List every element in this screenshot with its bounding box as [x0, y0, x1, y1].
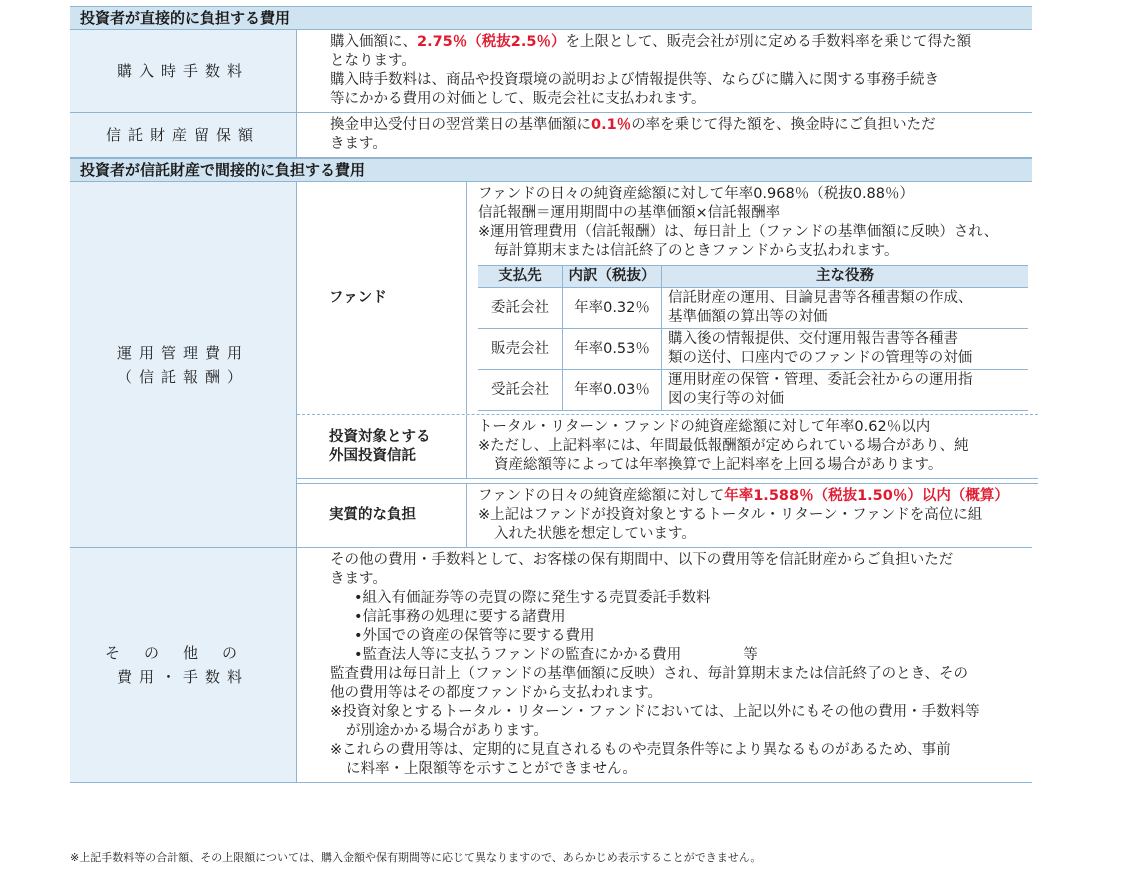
- effective-line-2: ※上記はファンドが投資対象とするトータル・リターン・ファンドを高位に組: [478, 507, 983, 523]
- payee-cell: 販売会社: [478, 329, 563, 370]
- effective-burden-subrow: [297, 484, 1038, 547]
- fund-subrow: [297, 182, 1038, 415]
- purchase-fee-line-3: 購入時手数料は、商品や投資環境の説明および情報提供等、ならびに購入に関する事務手続き: [330, 72, 939, 88]
- role-line: 基準価額の算出等の対価: [668, 309, 828, 325]
- retention-line-2: きます。: [330, 136, 387, 152]
- bullet-item: •信託事務の処理に要する諸費用: [354, 609, 566, 625]
- fee-breakdown-table: [478, 265, 1028, 411]
- other-line-6: が別途かかる場合があります。: [346, 723, 548, 739]
- foreign-line-1: トータル・リターン・ファンドの純資産総額に対して年率0.62％以内: [478, 419, 931, 435]
- section-title-indirect: 投資者が信託財産で間接的に負担する費用: [70, 158, 1032, 182]
- table-row: [478, 329, 1028, 370]
- section-title-direct: 投資者が直接的に負担する費用: [70, 6, 1032, 30]
- text: の率を乗じて得た額を、換金時にご負担いただ: [631, 117, 936, 133]
- table-row: [478, 370, 1028, 411]
- other-fees-label-line-1: その他の: [104, 644, 261, 662]
- effective-burden-content: [467, 484, 1038, 547]
- rate-cell: 年率0.03％: [563, 370, 662, 411]
- foreign-trust-label: [297, 415, 467, 478]
- fund-line-1: ファンドの日々の純資産総額に対して年率0.968％（税抜0.88％）: [478, 186, 915, 202]
- other-line-1: その他の費用・手数料として、お客様の保有期間中、以下の費用等を信託財産からご負担いただ: [330, 552, 954, 568]
- fund-line-3: ※運用管理費用（信託報酬）は、毎日計上（ファンドの基準価額に反映）され、: [478, 224, 999, 240]
- purchase-fee-line-1: [330, 33, 1022, 52]
- other-fees-label: [70, 548, 297, 782]
- other-line-2: きます。: [330, 571, 387, 587]
- purchase-fee-label: 購入時手数料: [70, 30, 297, 112]
- foreign-line-3: 資産総額等によっては年率換算で上記料率を上回る場合があります。: [494, 457, 943, 473]
- purchase-fee-line-4: 等にかかる費用の対価として、販売会社に支払われます。: [330, 91, 706, 107]
- bullet-item: [330, 646, 1022, 665]
- role-cell: [662, 329, 1029, 370]
- effective-burden-label: 実質的な負担: [297, 484, 467, 547]
- table-row: [478, 288, 1028, 329]
- purchase-fee-rate: 2.75％（税抜2.5％）: [417, 34, 566, 50]
- fund-line-4: 毎計算期末または信託終了のときファンドから支払われます。: [494, 243, 899, 259]
- bullet-item: •外国での資産の保管等に要する費用: [354, 628, 595, 644]
- other-line-4: 他の費用等はその都度ファンドから支払われます。: [330, 685, 663, 701]
- retention-line-1: [330, 116, 1022, 135]
- other-line-8: に料率・上限額等を示すことができません。: [346, 761, 637, 777]
- etc-text: 等: [743, 647, 758, 663]
- fund-content: [467, 182, 1038, 414]
- text: 購入価額に、: [330, 34, 417, 50]
- other-line-7: ※これらの費用等は、定期的に見直されるものや売買条件等により異なるものがあるため、事前: [330, 742, 951, 758]
- rate-cell: 年率0.53％: [563, 329, 662, 370]
- bullet-item: •組入有価証券等の売買の際に発生する売買委託手数料: [354, 590, 711, 606]
- management-fee-details: [297, 182, 1038, 547]
- effective-rate: 年率1.588％（税抜1.50％）以内（概算）: [724, 488, 1009, 504]
- other-line-3: 監査費用は毎日計上（ファンドの基準価額に反映）され、毎計算期末または信託終了のとき、その: [330, 666, 968, 682]
- fee-table: [70, 6, 1032, 783]
- effective-line-3: 入れた状態を想定しています。: [494, 526, 696, 542]
- column-header: 主な役務: [662, 266, 1029, 288]
- management-fee-label-line-2: （信託報酬）: [116, 367, 249, 386]
- column-header: 支払先: [478, 266, 563, 288]
- fund-line-2: 信託報酬＝運用期間中の基準価額×信託報酬率: [478, 205, 781, 221]
- role-line: 運用財産の保管・管理、委託会社からの運用指: [668, 372, 973, 388]
- management-fee-row: [70, 182, 1032, 548]
- other-fees-content: [297, 548, 1032, 782]
- purchase-fee-row: [70, 30, 1032, 113]
- table-header-row: [478, 266, 1028, 288]
- column-header: 内訳（税抜）: [563, 266, 662, 288]
- text: •監査法人等に支払うファンドの監査にかかる費用: [354, 647, 682, 663]
- other-fees-row: [70, 548, 1032, 783]
- role-line: 類の送付、口座内でのファンドの管理等の対価: [668, 350, 973, 366]
- role-cell: [662, 370, 1029, 411]
- effective-line-1: [478, 487, 1028, 506]
- foreign-line-2: ※ただし、上記料率には、年間最低報酬額が定められている場合があり、純: [478, 438, 969, 454]
- role-line: 購入後の情報提供、交付運用報告書等各種書: [668, 331, 958, 347]
- other-fees-label-line-2: 費用・手数料: [116, 668, 249, 686]
- role-line: 信託財産の運用、目論見書等各種書類の作成、: [668, 290, 973, 306]
- purchase-fee-content: [297, 30, 1032, 112]
- text: を上限として、販売会社が別に定める手数料率を乗じて得た額: [565, 34, 972, 50]
- payee-cell: 受託会社: [478, 370, 563, 411]
- management-fee-label: [70, 182, 297, 547]
- management-fee-label-line-1: 運用管理費用: [116, 343, 249, 362]
- foreign-trust-content: [467, 415, 1038, 478]
- foreign-trust-subrow: [297, 415, 1038, 479]
- retention-label: 信託財産留保額: [70, 113, 297, 157]
- text: ファンドの日々の純資産総額に対して: [478, 488, 725, 504]
- role-line: 図の実行等の対価: [668, 391, 784, 407]
- retention-content: [297, 113, 1032, 157]
- label-line: 投資対象とする: [329, 428, 431, 445]
- label-line: 外国投資信託: [329, 447, 416, 464]
- retention-rate: 0.1％: [591, 117, 632, 133]
- other-line-5: ※投資対象とするトータル・リターン・ファンドにおいては、上記以外にもその他の費用・手数料等: [330, 704, 980, 720]
- payee-cell: 委託会社: [478, 288, 563, 329]
- footnote: ※上記手数料等の合計額、その上限額については、購入金額や保有期間等に応じて異なりますので、あらかじめ表示することができません。: [70, 851, 762, 864]
- role-cell: [662, 288, 1029, 329]
- purchase-fee-line-2: となります。: [330, 53, 416, 69]
- text: 換金申込受付日の翌営業日の基準価額に: [330, 117, 591, 133]
- rate-cell: 年率0.32％: [563, 288, 662, 329]
- retention-row: [70, 113, 1032, 158]
- fund-label: ファンド: [297, 182, 467, 414]
